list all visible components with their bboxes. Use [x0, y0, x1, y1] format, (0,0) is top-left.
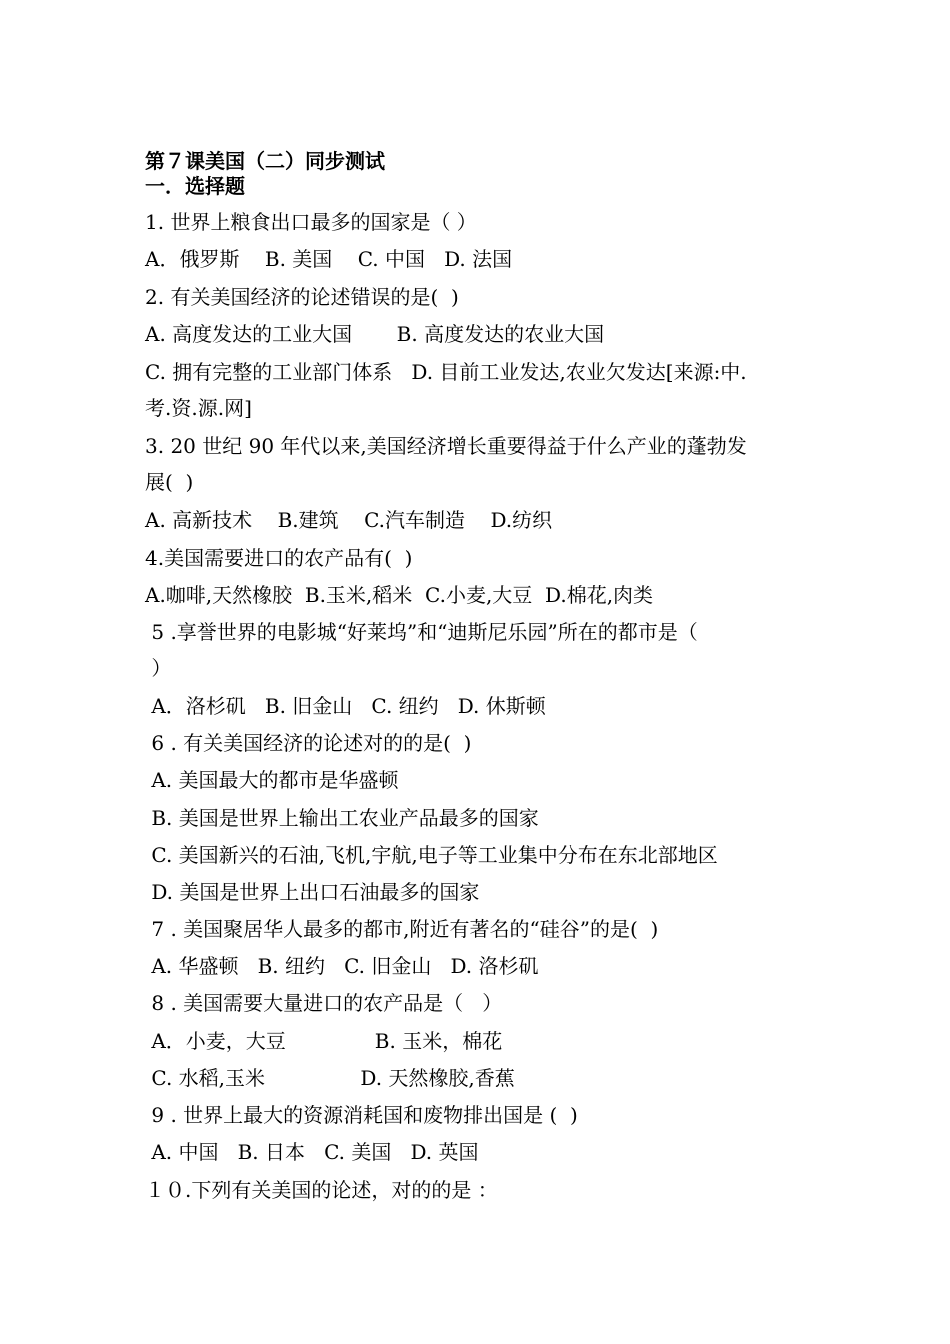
option-line: A．洛杉矶 B. 旧金山 C. 纽约 D. 休斯顿	[145, 694, 546, 718]
option-line: A. 高度发达的工业大国 B. 高度发达的农业大国	[145, 322, 605, 346]
question-line-continued: ）	[145, 656, 172, 680]
option-line: C. 拥有完整的工业部门体系 D. 目前工业发达,农业欠发达[来源:中.	[145, 360, 747, 384]
question-line: １０.下列有关美国的论述，对的的是 ：	[145, 1178, 498, 1202]
question-line: 4.美国需要进口的农产品有( )	[145, 546, 413, 570]
question-line: 8 . 美国需要大量进口的农产品是（ ）	[145, 991, 503, 1015]
question-line: 3. 20 世纪 90 年代以来,美国经济增长重要得益于什么产业的蓬勃发	[145, 434, 747, 458]
document-title: 第７课美国（二）同步测试	[145, 149, 385, 173]
question-line: 2. 有关美国经济的论述错误的是( )	[145, 285, 459, 309]
option-line: A. 高新技术 B.建筑 C.汽车制造 D.纺织	[145, 508, 553, 532]
question-line: 9 . 世界上最大的资源消耗国和废物排出国是 ( )	[145, 1103, 578, 1127]
option-line-continued: 考.资.源.网]	[145, 396, 252, 420]
option-line: A.咖啡,天然橡胶 B.玉米,稻米 C.小麦,大豆 D.棉花,肉类	[145, 583, 654, 607]
question-line: 1. 世界上粮食出口最多的国家是（ ）	[145, 210, 477, 234]
question-line: 5 .享誉世界的电影城“好莱坞”和“迪斯尼乐园”所在的都市是（	[145, 620, 698, 644]
option-line: C. 美国新兴的石油,飞机,宇航,电子等工业集中分布在东北部地区	[145, 843, 718, 867]
section-heading: 一．选择题	[145, 174, 245, 198]
question-line-continued: 展( )	[145, 470, 194, 494]
option-line: A．小麦，大豆 B. 玉米，棉花	[145, 1029, 503, 1053]
question-line: 6 . 有关美国经济的论述对的的是( )	[145, 731, 472, 755]
question-line: 7 . 美国聚居华人最多的都市,附近有著名的“硅谷”的是( )	[145, 917, 659, 941]
option-line: A. 中国 B. 日本 C. 美国 D. 英国	[145, 1140, 479, 1164]
option-line: A．俄罗斯 B. 美国 C. 中国 D. 法国	[145, 247, 513, 271]
option-line: C. 水稻,玉米 D. 天然橡胶,香蕉	[145, 1066, 515, 1090]
option-line: D. 美国是世界上出口石油最多的国家	[145, 880, 480, 904]
option-line: B. 美国是世界上输出工农业产品最多的国家	[145, 806, 539, 830]
option-line: A. 华盛顿 B. 纽约 C. 旧金山 D. 洛杉矶	[145, 954, 539, 978]
option-line: A. 美国最大的都市是华盛顿	[145, 768, 399, 792]
